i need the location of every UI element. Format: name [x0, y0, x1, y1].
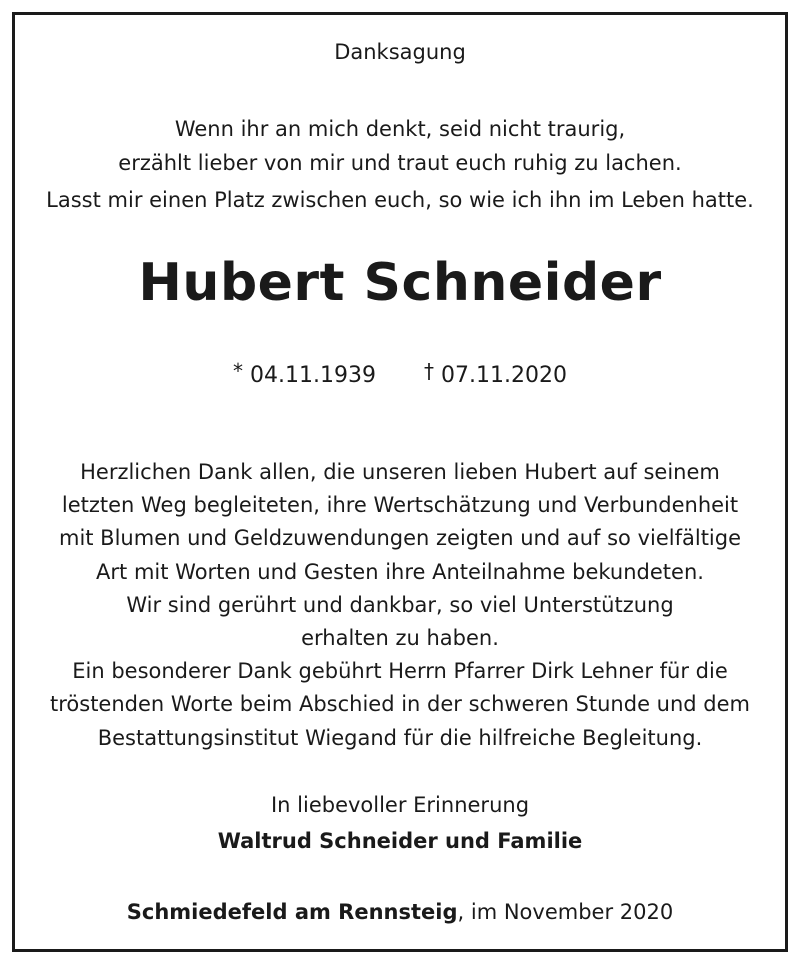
poem-line-2: erzählt lieber von mir und traut euch ruhig zu lachen. — [118, 151, 682, 175]
death-cross-icon: † — [424, 359, 434, 383]
thanks-line-8: tröstenden Worte beim Abschied in der schweren Stunde und dem — [50, 692, 750, 716]
poem-line-1: Wenn ihr an mich denkt, seid nicht traurig, — [174, 117, 626, 141]
birth-date: 04.11.1939 — [250, 363, 376, 388]
signatories: Waltrud Schneider und Familie — [217, 829, 583, 853]
thanks-line-3: mit Blumen und Geldzuwendungen zeigten und auf so vielfältige — [58, 526, 742, 550]
thanks-line-4: Art mit Worten und Gesten ihre Anteilnahme bekundeten. — [96, 560, 704, 584]
notice-heading: Danksagung — [334, 40, 466, 64]
life-dates — [0, 360, 800, 391]
thanks-line-9: Bestattungsinstitut Wiegand für die hilfreiche Begleitung. — [97, 726, 703, 750]
thanks-line-1: Herzlichen Dank allen, die unseren lieben Hubert auf seinem — [80, 460, 720, 484]
place-name: Schmiedefeld am Rennsteig — [126, 900, 458, 924]
poem-line-3: Lasst mir einen Platz zwischen euch, so wie ich ihn im Leben hatte. — [46, 188, 754, 212]
thanks-line-5: Wir sind gerührt und dankbar, so viel Unterstützung — [126, 593, 674, 617]
remembrance-line: In liebevoller Erinnerung — [270, 793, 530, 817]
date-text: , im November 2020 — [457, 900, 674, 924]
thanks-line-2: letzten Weg begleiteten, ihre Wertschätzung und Verbundenheit — [61, 493, 739, 517]
thanks-line-6: erhalten zu haben. — [301, 626, 499, 650]
deceased-name: Hubert Schneider — [138, 253, 662, 313]
place-date-line — [0, 899, 800, 926]
thanks-line-7: Ein besonderer Dank gebührt Herrn Pfarrer Dirk Lehner für die — [72, 659, 728, 683]
death-date: 07.11.2020 — [441, 363, 567, 388]
birth-symbol: * — [233, 359, 244, 383]
